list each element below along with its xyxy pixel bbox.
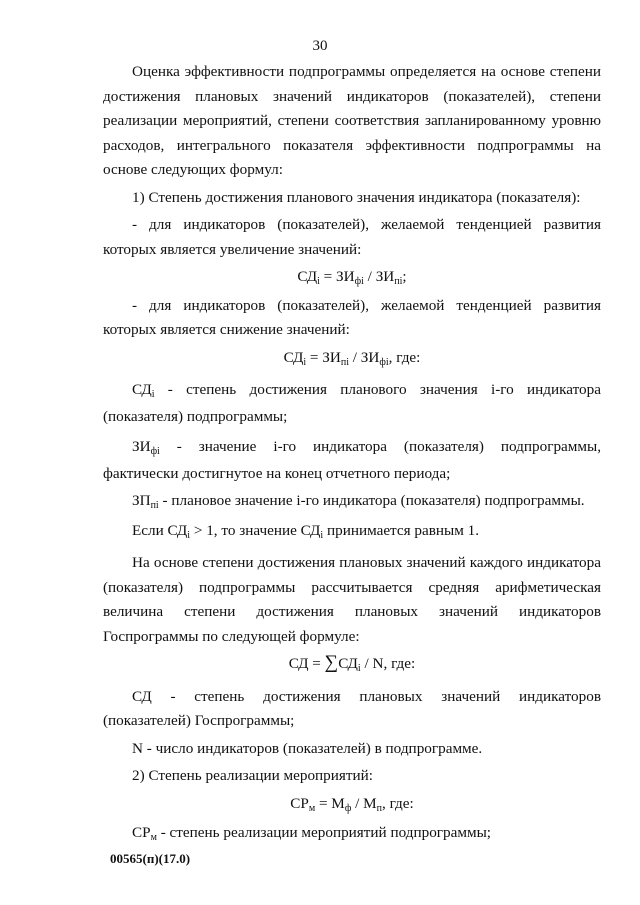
paragraph-increase: - для индикаторов (показателей), желаемой тенденцией развития которых является увеличение значений: [103, 216, 601, 258]
paragraph-item-1: 1) Степень достижения планового значения индикатора (показателя): [132, 188, 581, 206]
paragraph-average: На основе степени достижения плановых значений каждого индикатора (показателя) подпрограммы рассчитывается средняя арифметическая величина степени достижения плановых значений индикаторов Госпрограммы по следующей формуле: [103, 554, 601, 645]
formula-average: СД = ∑СДi / N, где: [288, 652, 416, 674]
page-number: 30 [312, 38, 328, 54]
formula-measures: СРм = Мф / Мп, где: [290, 794, 414, 814]
sum-symbol: ∑ [324, 652, 339, 673]
footer-code: 00565(п)(17.0) [110, 851, 191, 866]
definition-sd-i: СДi - степень достижения планового значения i-го индикатора (показателя) подпрограммы; [103, 381, 601, 425]
definition-zp-plan: ЗПпi - плановое значение i-го индикатора (показателя) подпрограммы. [132, 492, 585, 511]
document-body [103, 60, 601, 848]
definition-n: N - число индикаторов (показателей) в подпрограмме. [132, 739, 483, 757]
paragraph-decrease: - для индикаторов (показателей), желаемой тенденцией развития которых является снижение значений: [103, 296, 601, 338]
formula-increase: СДi = ЗИфi / ЗИпi; [297, 268, 407, 287]
paragraph-item-2: 2) Степень реализации мероприятий: [132, 767, 373, 784]
paragraph-cap-rule: Если СДi > 1, то значение СДi принимается равным 1. [132, 521, 480, 541]
definition-zi-fact: ЗИфi - значение i-го индикатора (показателя) подпрограммы, фактически достигнутое на конец отчетного периода; [103, 438, 601, 482]
paragraph-intro: Оценка эффективности подпрограммы определяется на основе степени достижения плановых значений индикаторов (показателей), степени реализации мероприятий, степени соответствия запланированному уровню расходов, интегрального показателя эффективности подпрограммы на основе следующих формул: [103, 63, 601, 178]
definition-sd: СД - степень достижения плановых значений индикаторов (показателей) Госпрограммы; [103, 687, 601, 729]
formula-decrease: СДi = ЗИпi / ЗИфi, где: [283, 348, 421, 368]
definition-sr-m: СРм - степень реализации мероприятий подпрограммы; [132, 824, 492, 843]
